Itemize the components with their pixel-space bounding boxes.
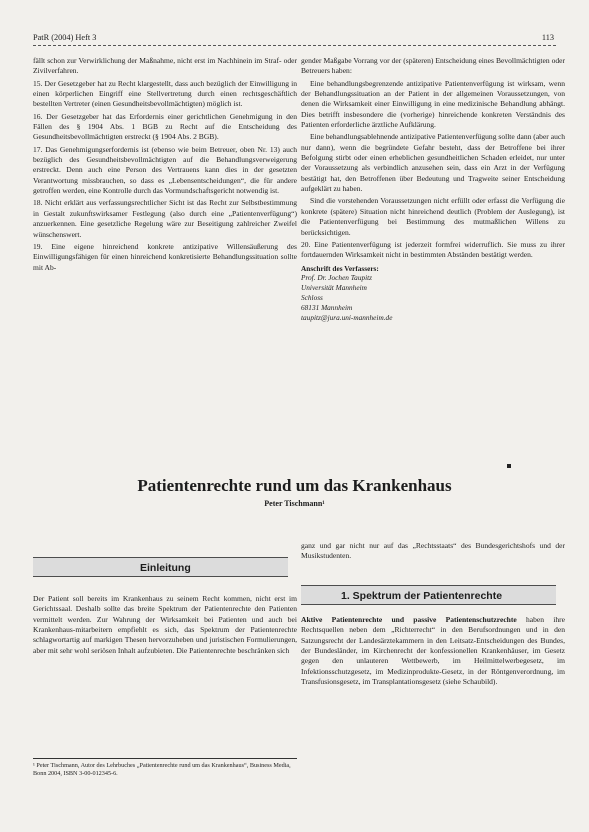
paragraph-text: haben ihre Rechtsquellen neben dem „Richterrecht“ in den Berufsordnungen und in den Satzungsrecht der Landesärztekammern in den Leitsatz-Entscheidungen des Bundes, der Bundesländer, im Kirchenrecht der konfessionellen Krankenhäuser, im Gesetz gegen den unlauteren Wettbewerb, im Heilmittelwerbegesetz, im Infektionsschutzgesetz, im Medizinprodukte-Gesetz, in der Röntgenverordnung, im Transfusionsgesetz, im Transplantationsgesetz (siehe Schaubild). bbox=[301, 615, 565, 687]
paragraph: Sind die vorstehenden Voraussetzungen nicht erfüllt oder erfasst die Verfügung die konkrete (spätere) Situation nicht hinreichend deutlich (Problem der Auslegung), ist die Patientenverfügung bei Bestimmung des mutmaßlichen Willens zu berücksichtigen. bbox=[301, 196, 565, 237]
paragraph: fällt schon zur Verwirklichung der Maßnahme, nicht erst im Nachhinein im Straf- oder Zivilverfahren. bbox=[33, 56, 297, 76]
author-address-line: 68131 Mannheim bbox=[301, 302, 353, 312]
paragraph: ganz und gar nicht nur auf das „Rechtsstaats“ des Bundesgerichtshofs und der Musikstudenten. bbox=[301, 541, 565, 561]
paragraph: Der Patient soll bereits im Krankenhaus zu seinem Recht kommen, nicht erst im Gerichtssaal. Deshalb sollte das breite Spektrum der Patientenrechte den Patienten vermittelt werden. Zur Wahrung der Wirksamkeit bei Patienten und auch bei Krankenhaus-mitarbeitern empfiehlt es sich, das Spektrum der Patientenrechte schlagwortartig auf markigen Thesen hervorzuheben und juristischen Formulierungen, aber mit sehr wohl seriösen Inhalt aufzubieten. Die Patientenrechte beschränken sich bbox=[33, 594, 297, 655]
running-header: PatR (2004) Heft 3 bbox=[33, 33, 97, 42]
paragraph: Eine behandlungsbegrenzende antizipative Patientenverfügung ist wirksam, wenn der Behandlungssituation an der Patient in der allgemeinen Voraussetzungen, von denen die Wirksamkeit einer Einwilligung in eine medizinische Behandlung abhängt. Dies betrifft insbesondere die (vorherige) hinreichende konkreten Verständnis des Patienten erforderliche ärztliche Aufklärung. bbox=[301, 78, 565, 130]
author-email: taupitz@jura.uni-mannheim.de bbox=[301, 312, 393, 322]
column-left-top bbox=[33, 56, 297, 275]
footnote: ¹ Peter Tischmann, Autor des Lehrbuches „Patientenrechte rund um das Krankenhaus“, Business Media, Bonn 2004, ISBN 3-00-012345-6. bbox=[33, 758, 297, 779]
paragraph: 15. Der Gesetzgeber hat zu Recht klargestellt, dass auch bezüglich der Einwilligung in einen körperlichen Eingriff eine Stellvertretung durch einen rechtsgeschäftlich bestellten Vertreter (einen Gesundheitsbevollmächtigten) möglich ist. bbox=[33, 78, 297, 109]
paragraph: 18. Nicht erklärt aus verfassungsrechtlicher Sicht ist das Recht zur Selbstbestimmung in Gestalt zukunftswirksamer Festlegung (also durch eine „Patientenverfügung“) anzuerkennen. Eine gesetzliche Regelung wäre zur Beseitigung zahlreicher Zweifel wünschenswert. bbox=[33, 198, 297, 239]
bold-lead: Aktive Patientenrechte und passive Patientenschutzrechte bbox=[301, 615, 517, 624]
paragraph: 20. Eine Patientenverfügung ist jederzeit formfrei widerruflich. Sie muss zu ihrer fortdauernden Wirksamkeit nicht in bestimmten Abständen bestätigt werden. bbox=[301, 239, 565, 260]
section-heading-introduction: Einleitung bbox=[33, 557, 288, 577]
paragraph bbox=[301, 615, 565, 687]
section-heading-spectrum: 1. Spektrum der Patientenrechte bbox=[301, 585, 556, 605]
column-right-spectrum bbox=[301, 615, 565, 689]
author-address-line: Schloss bbox=[301, 292, 323, 302]
column-right-top bbox=[301, 56, 565, 322]
end-of-article-mark bbox=[507, 464, 511, 468]
page-number: 113 bbox=[541, 33, 554, 42]
paragraph: 16. Der Gesetzgeber hat das Erfordernis einer gerichtlichen Genehmigung in den Fällen des § 1904 Abs. 1 BGB zu Recht auf die Entscheidung des Gesundheitsbevollmächtigten erstreckt (§ 1904 Abs. 2 BGB). bbox=[33, 111, 297, 142]
paragraph: Eine behandlungsablehnende antizipative Patientenverfügung sollte dann (aber auch nur dann), wenn die begründete Gefahr besteht, dass der Betroffene bei ihrer Befolgung stirbt oder einen erheblichen gesundheitlichen Schaden erleidet, nur unter der Voraussetzung als verbindlich anzusehen sein, dass ein Arzt in der Verfügung bestätigt hat, den Betroffenen über Bedeutung und Tragweite seiner Entscheidung aufgeklärt zu haben. bbox=[301, 132, 565, 194]
paragraph: gender Maßgabe Vorrang vor der (späteren) Entscheidung eines Bevollmächtigten oder Betreuers haben: bbox=[301, 56, 565, 76]
author-address-label: Anschrift des Verfassers: bbox=[301, 263, 379, 273]
column-right-bottom bbox=[301, 541, 565, 564]
paragraph: 19. Eine eigene hinreichend konkrete antizipative Willensäußerung des Einwilligungsfähigen für einen hinreichend konkretisierte Behandlungssituation sollte mit Ab- bbox=[33, 241, 297, 272]
article-author: Peter Tischmann¹ bbox=[264, 499, 325, 508]
header-rule bbox=[33, 45, 556, 46]
paragraph: 17. Das Genehmigungserfordernis ist (ebenso wie beim Betreuer, oben Nr. 13) auch bezüglich des Gesundheitsbevollmächtigten auf die Behandlungsverweigerung erstreckt. Denn auch eine Person des Vertrauens kann dies in der gesetzten Verantwortung missbrauchen, so dass es „Lebensentscheidungen“, die für andere getroffen werden, eine Kontrolle durch das Vormundschaftsgericht notwendig ist. bbox=[33, 144, 297, 196]
author-address-line: Prof. Dr. Jochen Taupitz bbox=[301, 273, 373, 283]
author-address-line: Universität Mannheim bbox=[301, 283, 367, 293]
author-address bbox=[301, 264, 565, 323]
article-title: Patientenrechte rund um das Krankenhaus bbox=[137, 476, 452, 495]
column-left-bottom bbox=[33, 594, 297, 658]
